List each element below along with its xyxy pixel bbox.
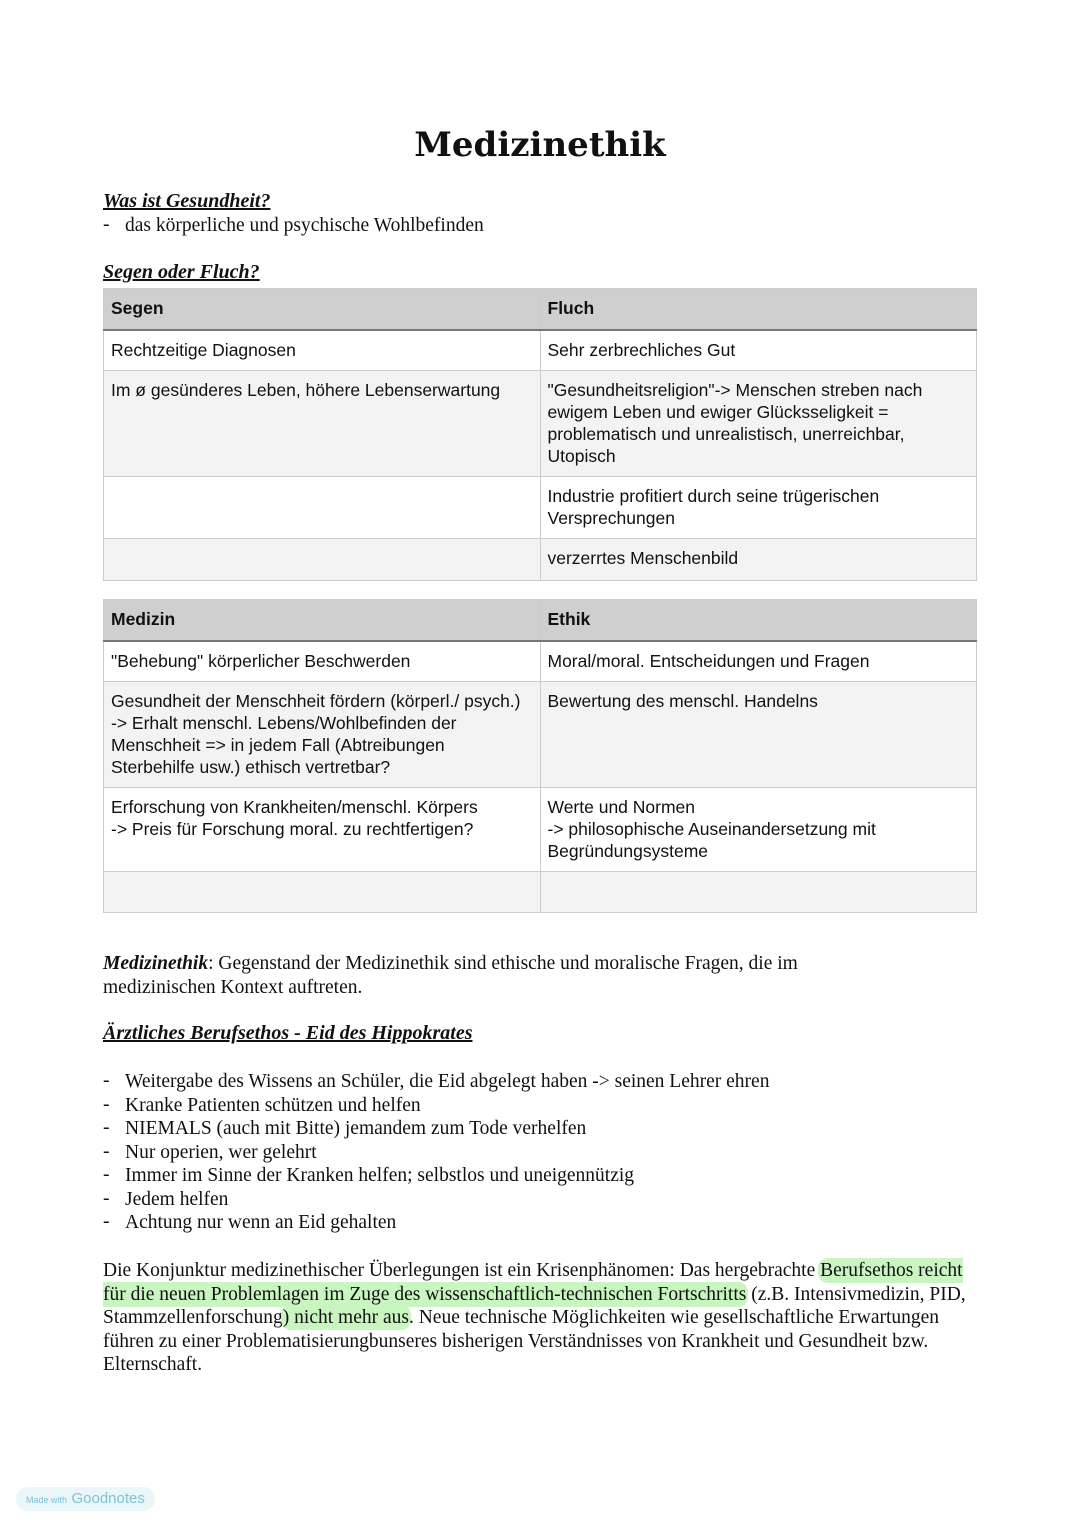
definition	[103, 952, 903, 999]
goodnotes-badge	[16, 1487, 155, 1511]
header-ethik: Ethik	[540, 600, 977, 642]
header-fluch: Fluch	[540, 289, 977, 331]
cell: Sehr zerbrechliches Gut	[540, 330, 977, 371]
list-item: - Immer im Sinne der Kranken helfen; selbstlos und uneigennützig	[103, 1164, 769, 1188]
page-title: Medizinethik	[414, 125, 666, 165]
cell	[104, 872, 541, 913]
bullet-list-eid	[103, 1070, 769, 1235]
cell: Im ø gesünderes Leben, höhere Lebenserwartung	[104, 371, 541, 477]
cell: Rechtzeitige Diagnosen	[104, 330, 541, 371]
cell	[540, 872, 977, 913]
bullet-list	[103, 214, 484, 238]
cell: Industrie profitiert durch seine trügerischen Versprechungen	[540, 477, 977, 539]
cell: Bewertung des menschl. Handelns	[540, 682, 977, 788]
definition-term: Medizinethik	[103, 953, 209, 974]
table-medizin-ethik	[103, 599, 977, 913]
table-row	[104, 330, 977, 371]
paragraph-konjunktur	[103, 1259, 983, 1377]
section-gesundheit	[103, 190, 484, 237]
cell	[104, 477, 541, 539]
header-segen: Segen	[104, 289, 541, 331]
heading-eid: Ärztliches Berufsethos - Eid des Hippokrates	[103, 1022, 473, 1044]
list-item: - Achtung nur wenn an Eid gehalten	[103, 1211, 769, 1235]
list-item: - das körperliche und psychische Wohlbefinden	[103, 214, 484, 238]
highlight: ) nicht mehr aus	[282, 1307, 409, 1328]
header-medizin: Medizin	[104, 600, 541, 642]
table-segen-fluch	[103, 288, 977, 581]
cell: Gesundheit der Menschheit fördern (körperl./ psych.) -> Erhalt menschl. Lebens/Wohlbefinden der Menschheit => in jedem Fall (Abtreibungen Sterbehilfe usw.) ethisch vertretbar?	[104, 682, 541, 788]
cell: "Gesundheitsreligion"-> Menschen streben nach ewigem Leben und ewiger Glücksseligkeit = problematisch und unrealistisch, unerreichbar, Utopisch	[540, 371, 977, 477]
heading-gesundheit: Was ist Gesundheit?	[103, 190, 271, 212]
definition-text: : Gegenstand der Medizinethik sind ethische und moralische Fragen, die im medizinischen Kontext auftreten.	[103, 953, 798, 998]
heading-segen-fluch: Segen oder Fluch?	[103, 261, 260, 283]
cell: Erforschung von Krankheiten/menschl. Körpers -> Preis für Forschung moral. zu rechtfertigen?	[104, 788, 541, 872]
cell: Werte und Normen -> philosophische Auseinandersetzung mit Begründungsysteme	[540, 788, 977, 872]
table-row	[104, 872, 977, 913]
list-item: - Jedem helfen	[103, 1188, 769, 1212]
cell: Moral/moral. Entscheidungen und Fragen	[540, 641, 977, 682]
list-item: - NIEMALS (auch mit Bitte) jemandem zum Tode verhelfen	[103, 1117, 769, 1141]
text: Die Konjunktur medizinethischer Überlegungen ist ein Krisenphänomen: Das hergebrachte	[103, 1260, 821, 1281]
cell: "Behebung" körperlicher Beschwerden	[104, 641, 541, 682]
highlight: Berufsethos reicht für die neuen Problemlagen im Zuge des wissenschaftlich-technischen Fortschritts	[103, 1260, 963, 1305]
table-row	[104, 539, 977, 581]
cell	[104, 539, 541, 581]
table-row	[104, 641, 977, 682]
badge-small: Made with	[26, 1495, 68, 1505]
table-row	[104, 371, 977, 477]
table-row	[104, 788, 977, 872]
table-row	[104, 477, 977, 539]
cell: verzerrtes Menschenbild	[540, 539, 977, 581]
list-item: - Kranke Patienten schützen und helfen	[103, 1094, 769, 1118]
text: (z.B. Intensivmedizin, PID, Stammzellenforschung	[103, 1283, 966, 1328]
list-item: - Weitergabe des Wissens an Schüler, die Eid abgelegt haben -> seinen Lehrer ehren	[103, 1070, 769, 1094]
table-row	[104, 682, 977, 788]
list-item: - Nur operien, wer gelehrt	[103, 1141, 769, 1165]
text: . Neue technische Möglichkeiten wie gesellschaftliche Erwartungen führen zu einer Problematisierungbunseres bisherigen Verständnisses von Krankheit und Gesundheit bzw. Elternschaft.	[103, 1307, 940, 1375]
badge-brand: Goodnotes	[71, 1490, 145, 1507]
